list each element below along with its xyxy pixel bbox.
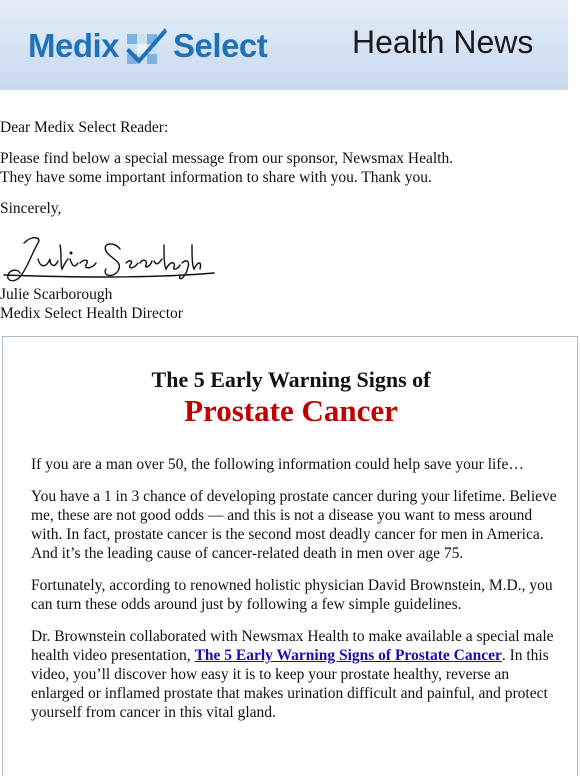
sponsor-ad-box bbox=[2, 336, 578, 776]
ad-title: Prostate Cancer bbox=[184, 393, 398, 428]
checkmark-cross-icon bbox=[123, 26, 169, 66]
video-presentation-link[interactable]: The 5 Early Warning Signs of Prostate Cancer bbox=[194, 647, 502, 664]
ad-paragraph-1: If you are a man over 50, the following information could help save your life… bbox=[31, 456, 524, 473]
banner-title: Health News bbox=[352, 24, 534, 60]
ad-paragraph-2: You have a 1 in 3 chance of developing prostate cancer during your lifetime. Believe me, these are not good odds — and this is not a disease you want to mess around with. In fact, prostate cancer is the second most deadly cancer for men in America. And it’s the leading cause of cancer-related death in men over age 75. bbox=[31, 488, 557, 562]
logo-text-medix: Medix bbox=[28, 27, 120, 64]
logo-text-select: Select bbox=[173, 27, 268, 64]
letter-body-line1: Please find below a special message from our sponsor, Newsmax Health. bbox=[0, 150, 454, 167]
header-banner bbox=[0, 0, 568, 90]
ad-paragraph-3: Fortunately, according to renowned holistic physician David Brownstein, M.D., you can turn these odds around just by following a few simple guidelines. bbox=[31, 577, 553, 613]
sponsor-letter bbox=[0, 118, 560, 230]
handwritten-signature bbox=[2, 231, 217, 290]
letter-greeting: Dear Medix Select Reader: bbox=[0, 119, 169, 136]
ad-paragraph-4-intro: Dr. Brownstein collaborated with Newsmax Health to make available a special male health video presentation, bbox=[31, 628, 554, 664]
ad-heading: The 5 Early Warning Signs of bbox=[151, 367, 431, 392]
ad-body bbox=[31, 455, 559, 735]
letter-body bbox=[0, 149, 560, 187]
letter-body-line2: They have some important information to share with you. Thank you. bbox=[0, 169, 432, 186]
signer-name: Julie Scarborough bbox=[0, 286, 113, 303]
signer-block bbox=[0, 285, 183, 323]
letter-closing: Sincerely, bbox=[0, 200, 62, 217]
signer-title: Medix Select Health Director bbox=[0, 305, 183, 322]
medix-select-logo[interactable] bbox=[28, 24, 267, 68]
ad-paragraph-4-rest: . In this video, you’ll discover how easy it is to keep your prostate healthy, reverse an enlarged or inflamed prostate that makes urination difficult and painful, and protect yourself from cancer in this vital gland. bbox=[31, 647, 549, 721]
ad-paragraph-4 bbox=[31, 627, 559, 722]
